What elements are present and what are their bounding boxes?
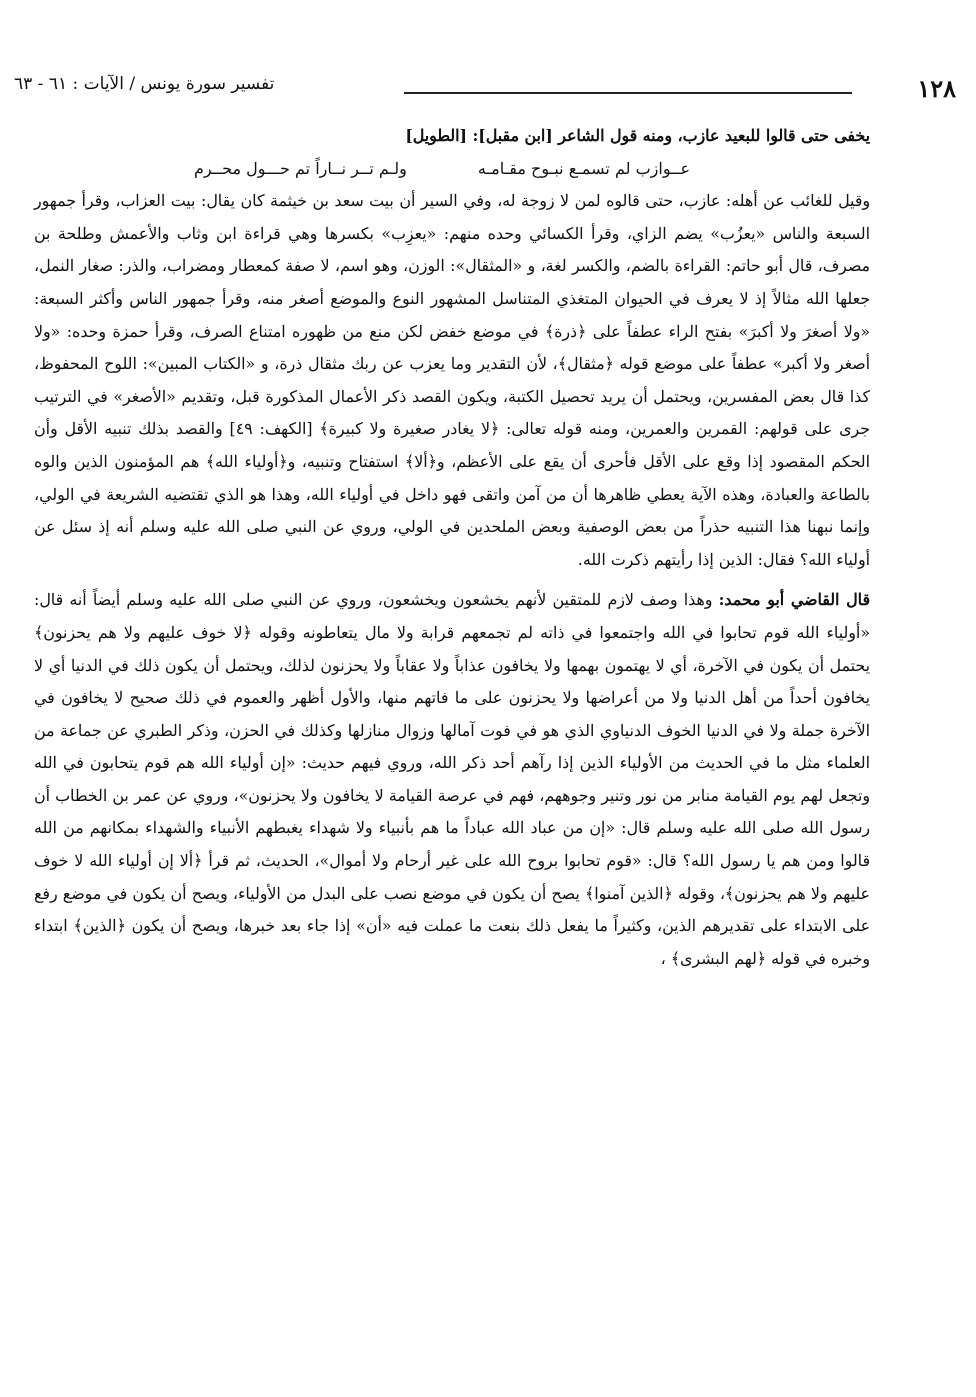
paragraph-gap [34, 576, 870, 584]
speaker-label: قال القاضي أبو محمد: [718, 590, 870, 610]
page-number: ١٢٨ [917, 74, 956, 103]
poetry-verse [34, 153, 870, 186]
paragraph-intro: يخفى حتى قالوا للبعيد عازب، ومنه قول الشاعر [ابن مقبل]: [الطويل] [405, 126, 870, 145]
paragraph-qadi [34, 584, 870, 975]
verse-second-hemistich: ولـم تــر نــاراً تم حـــول محــرم [194, 158, 407, 178]
paragraph-qadi-text: وهذا وصف لازم للمتقين لأنهم يخشعون ويخشعون، وروي عن النبي صلى الله عليه وسلم أيضاً أنه قال: «أولياء الله قوم تحابوا في الله واجتمعوا في ذاته لم تجمعهم قرابة ولا مال يتعاطونه وقوله ﴿لا خوف عليهم ولا هم يحزنون﴾ يحتمل أن يكون في الآخرة، أي لا يهتمون بهمها ولا يخافون عذاباً ولا عقاباً ولا يحزنون لذلك، ويحتمل أن يكون ذلك في الدنيا أي لا يخافون أحداً من أهل الدنيا ولا من أعراضها ولا يحزنون على ما فاتهم منها، والأول أظهر والعموم في ذلك صحيح لا يخافون في الآخرة جملة ولا في الدنيا الخوف الدنياوي الذي هو في فوت آمالها وزوال منازلها وكذلك في الحزن، وذكر الطبري عن جماعة من العلماء مثل ما في الحديث من الأولياء الذين إذا رآهم أحد ذكر الله، وروي فيهم حديث: «إن أولياء الله هم قوم يتحابون في الله وتجعل لهم يوم القيامة منابر من نور وتنير وجوههم، فهم في عرصة القيامة لا يخافون ولا يحزنون»، وروي عن عمر بن الخطاب أن رسول الله صلى الله عليه وسلم قال: «إن من عباد الله عباداً ما هم بأنبياء ولا شهداء يغبطهم الأنبياء والشهداء بمكانهم من الله قالوا ومن هم يا رسول الله؟ قال: «قوم تحابوا بروح الله على غير أرحام ولا أموال»، الحديث، ثم قرأ ﴿ألا إن أولياء الله لا خوف عليهم ولا هم يحزنون﴾، وقوله ﴿الذين آمنوا﴾ يصح أن يكون في موضع نصب على البدل من الأولياء، ويصح أن يكون في موضع رفع على الابتداء على تقديرهم الذين، وكثيراً ما يفعل ذلك بنعت ما عملت فيه «أن» إذا جاء بعد خبرها، ويصح أن يكون ﴿الذين﴾ ابتداء وخبره في قوله ﴿لهم البشرى﴾ ، [34, 590, 870, 968]
page-header [14, 70, 956, 103]
running-title: تفسير سورة يونس / الآيات : ٦١ - ٦٣ [14, 74, 275, 94]
header-rule [404, 92, 852, 94]
body-text [34, 120, 870, 1357]
paragraph-commentary: وقيل للغائب عن أهله: عازب، حتى قالوه لمن لا زوجة له، وفي السير أن بيت سعد بن خيثمة كان يقال: بيت العزاب، وقرأ جمهور السبعة والناس «يعزُب» يضم الزاي، وقرأ الكسائي وحده منهم: «يعزِب» بكسرها وهي قراءة ابن وثاب والأعمش وطلحة بن مصرف، قال أبو حاتم: القراءة بالضم، والكسر لغة، و «المثقال»: الوزن، وهو اسم، لا صفة كمعطار ومضراب، والذر: صغار النمل، جعلها الله مثالاً إذ لا يعرف في الحيوان المتغذي المتناسل المشهور النوع والموضع أصغر منه، وقرأ جمهور الناس وأكثر السبعة: «ولا أصغرَ ولا أكبرَ» بفتح الراء عطفاً على ﴿ذرة﴾ في موضع خفض لكن منع من ظهوره امتناع الصرف، وقرأ حمزة وحده: «ولا أصغر ولا أكبر» عطفاً على موضع قوله ﴿مثقال﴾، لأن التقدير وما يعزب عن ربك مثقال ذرة، و «الكتاب المبين»: اللوح المحفوظ، كذا قال بعض المفسرين، ويحتمل أن يريد تحصيل الكتبة، ويكون القصد ذكر الأعمال المذكورة قبل، وتقديم «الأصغر» في الترتيب جرى على قولهم: القمرين والعمرين، ومنه قوله تعالى: ﴿لا يغادر صغيرة ولا كبيرة﴾ [الكهف: ٤٩] والقصد بذلك تنبيه الأقل وأن الحكم المقصود إذا وقع على الأقل فأحرى أن يقع على الأعظم، و﴿ألا﴾ استفتاح وتنبيه، و﴿أولياء الله﴾ هم المؤمنون الذين والوه بالطاعة والعبادة، وهذه الآية يعطي ظاهرها أن من آمن واتقى فهو داخل في أولياء الله، وهذا هو الذي تقتضيه الشريعة في الولي، وإنما نبهنا هذا التنبيه حذراً من بعض الوصفية وبعض الملحدين في الولي، وروي عن النبي صلى الله عليه وسلم أنه إذ سئل عن أولياء الله؟ فقال: الذين إذا رأيتهم ذكرت الله. [34, 191, 870, 569]
verse-first-hemistich: عــوازب لم تسمـع نبـوح مقـامـه [477, 158, 690, 178]
